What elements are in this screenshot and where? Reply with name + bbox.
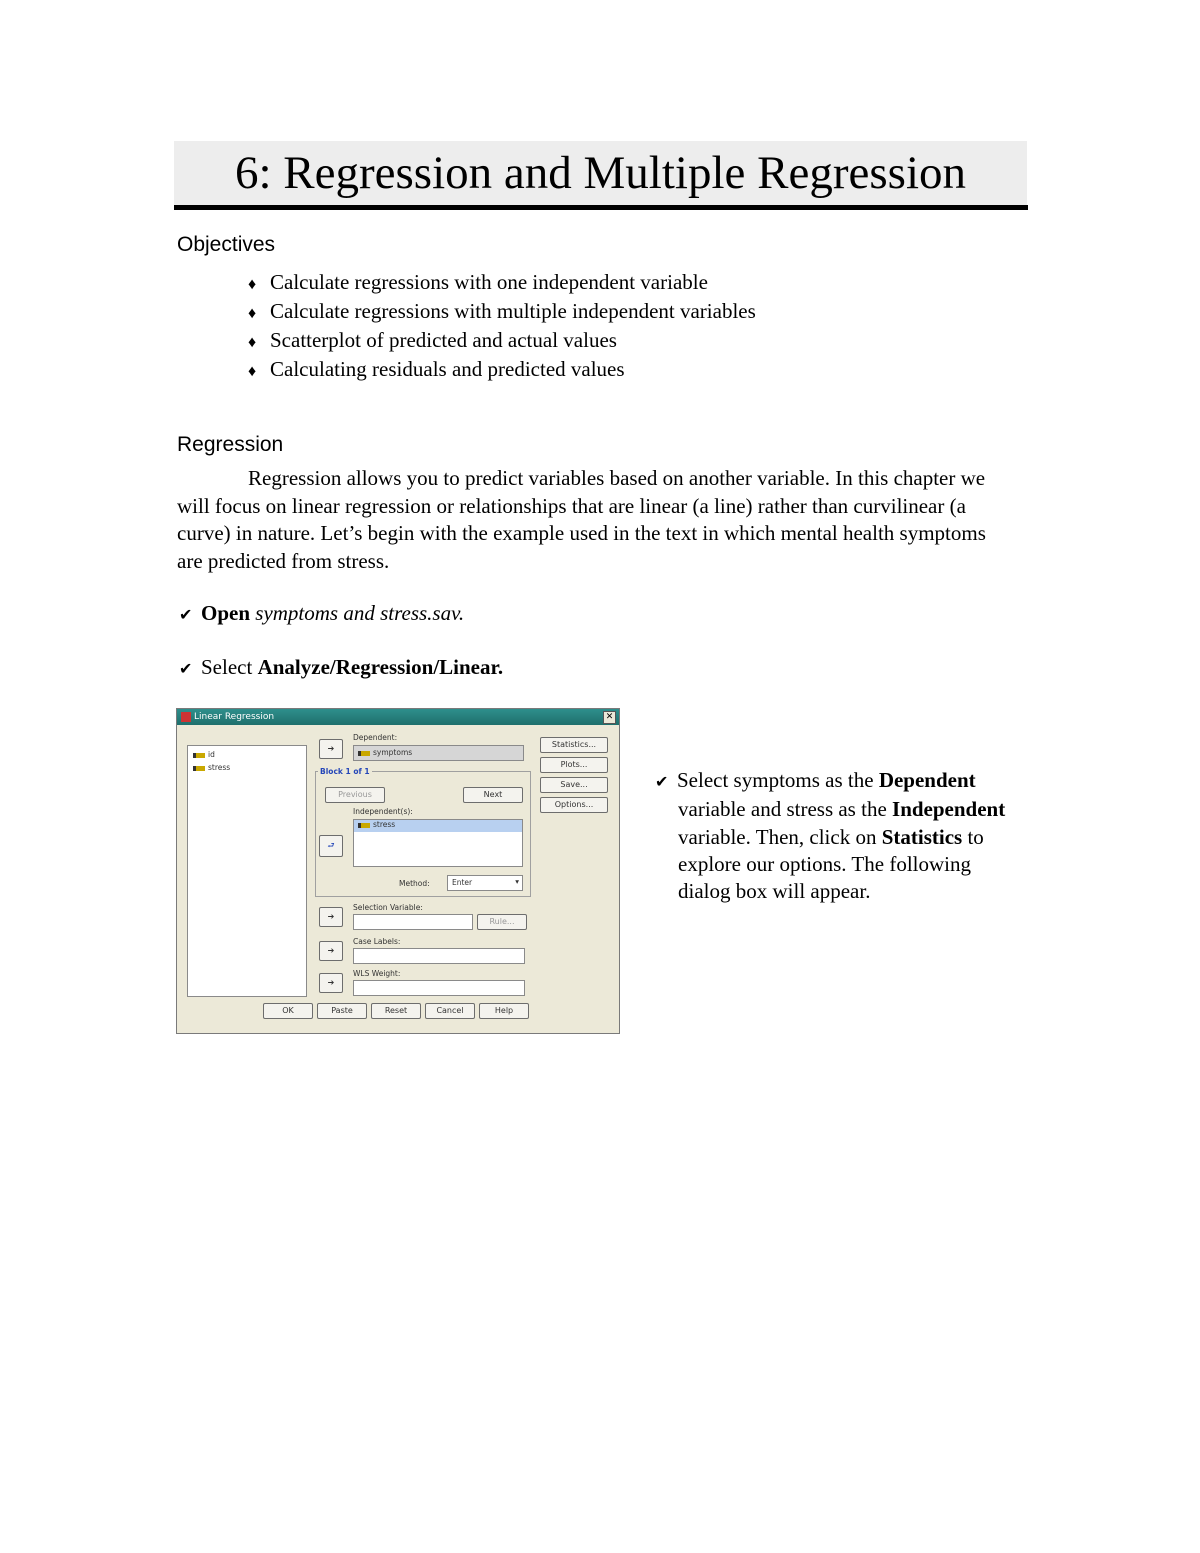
paste-button[interactable]: Paste xyxy=(317,1003,367,1019)
scale-variable-icon xyxy=(358,751,370,756)
list-item: ♦ Scatterplot of predicted and actual values xyxy=(248,326,756,355)
source-variable-list[interactable] xyxy=(187,745,307,997)
check-icon: ✔ xyxy=(179,607,193,624)
plots-button[interactable]: Plots... xyxy=(540,757,608,773)
title-rule xyxy=(174,205,1028,210)
list-item[interactable]: id xyxy=(193,750,215,759)
cancel-button[interactable]: Cancel xyxy=(425,1003,475,1019)
diamond-bullet-icon: ♦ xyxy=(248,276,257,293)
chevron-down-icon: ▾ xyxy=(515,877,519,886)
diamond-bullet-icon: ♦ xyxy=(248,363,257,380)
independents-label: Independent(s): xyxy=(353,807,413,816)
case-labels-field[interactable] xyxy=(353,948,525,964)
wls-weight-label: WLS Weight: xyxy=(353,969,401,978)
dialog-titlebar xyxy=(177,709,619,725)
method-select[interactable]: Enter ▾ xyxy=(447,875,523,891)
diamond-bullet-icon: ♦ xyxy=(248,334,257,351)
move-wls-button[interactable]: ➔ xyxy=(319,973,343,993)
ok-button[interactable]: OK xyxy=(263,1003,313,1019)
block-label: Block 1 of 1 xyxy=(320,767,370,776)
rule-button[interactable]: Rule... xyxy=(477,914,527,930)
scale-variable-icon xyxy=(358,823,370,828)
dialog-title: Linear Regression xyxy=(194,712,275,722)
objectives-heading: Objectives xyxy=(177,233,276,256)
wls-weight-field[interactable] xyxy=(353,980,525,996)
dependent-label: Dependent: xyxy=(353,733,398,742)
move-independent-button[interactable]: ⮐ xyxy=(319,835,343,857)
selection-variable-field[interactable] xyxy=(353,914,473,930)
app-icon xyxy=(181,712,191,722)
list-item[interactable]: stress xyxy=(193,763,230,772)
move-case-labels-button[interactable]: ➔ xyxy=(319,941,343,961)
statistics-button[interactable]: Statistics... xyxy=(540,737,608,753)
independents-list[interactable] xyxy=(353,819,523,867)
list-item: ♦ Calculating residuals and predicted values xyxy=(248,355,756,384)
check-icon: ✔ xyxy=(179,661,193,678)
selection-variable-label: Selection Variable: xyxy=(353,903,423,912)
list-item: ♦ Calculate regressions with one independent variable xyxy=(248,268,756,297)
next-button[interactable]: Next xyxy=(463,787,523,803)
regression-paragraph: Regression allows you to predict variables based on another variable. In this chapter we will focus on linear regression or relationships that are linear (a line) rather than curvilinear (a curve) in nature. Let’s begin with the example used in the text in which mental health symptoms are predicted from stress. xyxy=(177,466,986,573)
check-icon: ✔ xyxy=(655,774,669,791)
save-button[interactable]: Save... xyxy=(540,777,608,793)
move-selection-button[interactable]: ➔ xyxy=(319,907,343,927)
method-label: Method: xyxy=(399,879,430,888)
previous-button[interactable]: Previous xyxy=(325,787,385,803)
step-open: ✔ Open symptoms and stress.sav. xyxy=(179,601,465,625)
help-button[interactable]: Help xyxy=(479,1003,529,1019)
diamond-bullet-icon: ♦ xyxy=(248,305,257,322)
linear-regression-dialog xyxy=(176,708,620,1034)
close-icon[interactable]: ✕ xyxy=(603,711,616,724)
step-select-menu: ✔ Select Analyze/Regression/Linear. xyxy=(179,655,504,679)
dependent-field[interactable]: symptoms xyxy=(353,745,524,761)
objectives-list xyxy=(248,268,756,384)
list-item: ♦ Calculate regressions with multiple independent variables xyxy=(248,297,756,326)
regression-heading: Regression xyxy=(177,433,284,456)
side-instruction: ✔ Select symptoms as the Dependent variable and stress as the Independent variable. Then, click on Statistics to explore our options. The following dialog box will appear. xyxy=(655,768,1006,904)
list-item[interactable]: stress xyxy=(354,820,522,832)
chapter-title: 6: Regression and Multiple Regression xyxy=(174,141,1027,205)
options-button[interactable]: Options... xyxy=(540,797,608,813)
scale-variable-icon xyxy=(193,766,205,771)
move-dependent-button[interactable]: ➔ xyxy=(319,739,343,759)
scale-variable-icon xyxy=(193,753,205,758)
case-labels-label: Case Labels: xyxy=(353,937,401,946)
reset-button[interactable]: Reset xyxy=(371,1003,421,1019)
